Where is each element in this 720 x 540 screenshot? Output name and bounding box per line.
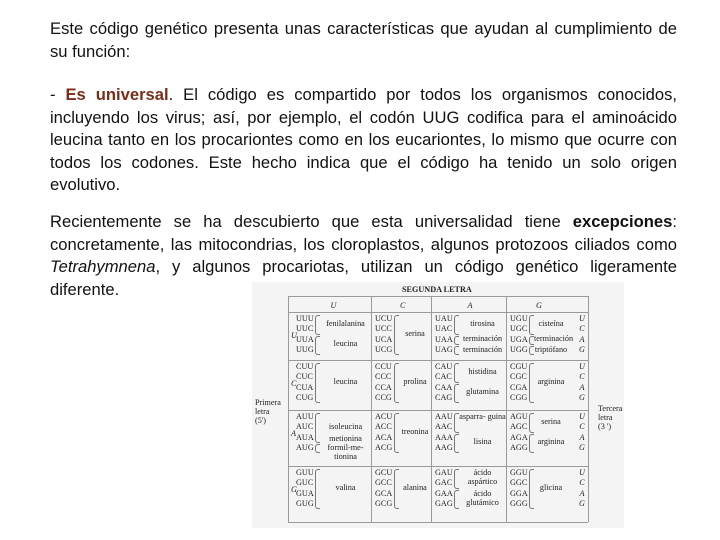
- codon: AGU: [510, 412, 528, 421]
- third-letter: U: [579, 314, 585, 323]
- amino-acid-label: leucina: [333, 377, 358, 387]
- codon: AUG: [296, 442, 314, 452]
- codon: UAG: [435, 344, 453, 354]
- amino-acid-label: lisina: [473, 437, 492, 447]
- amino-acid-label: serina: [541, 416, 561, 426]
- codon: CUU: [296, 362, 314, 371]
- codon: UUA: [296, 334, 314, 344]
- amino-acid-label: arginina: [537, 437, 565, 447]
- amino-acid-label: terminación: [462, 344, 503, 354]
- codon: ACG: [375, 442, 393, 452]
- codon: AUC: [296, 422, 314, 432]
- amino-acid-label: alanina: [403, 483, 427, 493]
- third-letter: A: [579, 382, 585, 392]
- third-letter: U: [579, 468, 585, 477]
- codon: UGG: [510, 344, 528, 354]
- universal-heading: Es universal: [65, 85, 169, 104]
- codon: UAU: [435, 314, 453, 323]
- codon: ACU: [375, 412, 393, 421]
- third-letter: G: [579, 344, 585, 354]
- codon: CGA: [510, 382, 528, 392]
- amino-acid-label: valina: [335, 483, 356, 493]
- codon: CAU: [435, 362, 453, 371]
- column-divider: [506, 296, 507, 522]
- codon: CGU: [510, 362, 528, 371]
- codon: CAA: [435, 382, 453, 392]
- codon: GCA: [375, 488, 393, 498]
- genetic-code-table: [252, 282, 624, 528]
- amino-acid-label: prolina: [403, 377, 427, 387]
- header-divider: [288, 296, 588, 297]
- codon: GUA: [296, 488, 314, 498]
- codon: ACC: [375, 422, 392, 432]
- third-letter: C: [579, 372, 585, 382]
- third-letter-label: (3 '): [598, 422, 612, 431]
- amino-acid-label: terminación: [462, 334, 503, 344]
- third-letter: U: [579, 362, 585, 371]
- second-letter-header: G: [536, 301, 542, 310]
- codon: GCC: [375, 478, 392, 488]
- column-divider: [431, 296, 432, 522]
- amino-acid-label: glicina: [539, 483, 563, 493]
- third-letter: A: [579, 334, 585, 344]
- third-letter: C: [579, 478, 585, 488]
- codon: GUC: [296, 478, 314, 488]
- row-divider: [288, 410, 588, 411]
- exceptions-text-after: , y algunos procariotas, utilizan un código genético ligeramente diferente.: [50, 257, 677, 299]
- codon: AUA: [296, 432, 314, 442]
- codon: UCG: [375, 344, 393, 354]
- column-divider: [371, 296, 372, 522]
- codon: UGC: [510, 324, 528, 334]
- exceptions-keyword: excepciones: [572, 212, 673, 231]
- third-letter: G: [579, 442, 585, 452]
- codon: UUG: [296, 344, 314, 354]
- codon: AAC: [435, 422, 453, 432]
- codon: UAC: [435, 324, 453, 334]
- row-divider: [288, 360, 588, 361]
- amino-acid-label: cisteína: [538, 318, 564, 328]
- amino-acid-label: arginina: [537, 377, 565, 387]
- codon: UUU: [296, 314, 314, 323]
- row-divider: [288, 466, 588, 467]
- codon: ACA: [375, 432, 393, 442]
- intro-paragraph: Este código genético presenta unas características que ayudan al cumplimiento de su función:: [50, 19, 677, 61]
- first-letter: U: [291, 331, 297, 340]
- codon: AGG: [510, 442, 528, 452]
- codon: CCC: [375, 372, 392, 382]
- codon: AGA: [510, 432, 528, 442]
- codon: AAU: [435, 412, 453, 421]
- codon: GGU: [510, 468, 528, 477]
- codon: CAG: [435, 392, 453, 402]
- amino-acid-label: tirosina: [470, 318, 495, 328]
- third-letter: A: [579, 488, 585, 498]
- third-letter: A: [579, 432, 585, 442]
- table-title: SEGUNDA LETRA: [402, 285, 472, 294]
- codon: CGC: [510, 372, 527, 382]
- codon: GAU: [435, 468, 453, 477]
- second-letter-header: U: [330, 301, 337, 310]
- first-letter-label: (5'): [255, 416, 267, 425]
- amino-acid-label: triptófano: [534, 344, 568, 354]
- codon: CAC: [435, 372, 452, 382]
- amino-acid-label: metionina formil-me- tionina: [327, 433, 364, 461]
- codon: GCU: [375, 468, 393, 477]
- codon: UCU: [375, 314, 393, 323]
- codon: CUG: [296, 392, 314, 402]
- organism-name: Tetrahymnena: [50, 257, 156, 276]
- codon: CCU: [375, 362, 392, 371]
- amino-acid-label: serina: [405, 329, 425, 339]
- table-left: [288, 296, 289, 522]
- codon: AUU: [296, 412, 314, 421]
- codon: GGG: [510, 498, 528, 508]
- third-letter: C: [579, 422, 585, 432]
- table-right: [588, 296, 589, 522]
- amino-acid-label: terminación: [534, 334, 574, 344]
- amino-acid-label: ácido aspártico: [467, 468, 498, 487]
- codon: UCA: [375, 334, 393, 344]
- codon: UCC: [375, 324, 392, 334]
- exceptions-text-before: Recientemente se ha descubierto que esta universalidad tiene: [50, 212, 573, 231]
- codon: GGA: [510, 488, 528, 498]
- universal-paragraph: [50, 84, 677, 197]
- third-letter-label: Tercera: [598, 404, 623, 413]
- codon: CUC: [296, 372, 313, 382]
- codon: GAC: [435, 478, 453, 488]
- third-letter: U: [579, 412, 585, 421]
- codon: GAA: [435, 488, 453, 498]
- codon: GUG: [296, 498, 314, 508]
- second-letter-header: C: [400, 301, 406, 310]
- third-letter: C: [579, 324, 585, 334]
- codon: GAG: [435, 498, 453, 508]
- third-letter: G: [579, 498, 585, 508]
- codon: CGG: [510, 392, 528, 402]
- codon: AAA: [435, 432, 453, 442]
- first-letter: A: [291, 429, 297, 438]
- table-bottom: [288, 522, 588, 523]
- codon: GGC: [510, 478, 528, 488]
- amino-acid-label: isoleucina: [328, 421, 363, 431]
- first-letter-label: letra: [255, 407, 270, 416]
- codon: UGU: [510, 314, 528, 323]
- codon: CUA: [296, 382, 314, 392]
- first-letter: G: [291, 485, 297, 494]
- codon: AAG: [435, 442, 453, 452]
- first-letter: C: [291, 379, 297, 388]
- third-letter-label: letra: [598, 413, 613, 422]
- amino-acid-label: asparra- guina: [459, 412, 506, 422]
- amino-acid-label: leucina: [333, 339, 358, 349]
- header-divider: [288, 312, 588, 313]
- codon: AGC: [510, 422, 528, 432]
- codon: GCG: [375, 498, 393, 508]
- bullet-dash: -: [50, 85, 66, 104]
- codon: GUU: [296, 468, 314, 477]
- amino-acid-label: treonina: [401, 427, 429, 437]
- codon: UUC: [296, 324, 314, 334]
- exceptions-text-middle: : concretamente, las mitocondrias, los cloroplastos, algunos protozoos ciliados como: [50, 212, 677, 254]
- second-letter-header: A: [467, 301, 473, 310]
- codon: CCG: [375, 392, 392, 402]
- universal-text: . El código es compartido por todos los organismos conocidos, incluyendo los virus; así, por ejemplo, el codón UUG codifica para el aminoácido leucina tanto en los procariontes como en los eucariontes, lo mismo que ocurre con todos los codones. Este hecho indica que el código ha tenido un solo origen evolutivo.: [50, 85, 677, 194]
- amino-acid-label: ácido glutámico: [466, 488, 499, 507]
- amino-acid-label: glutamina: [466, 387, 499, 397]
- codon: UAA: [435, 334, 453, 344]
- codon: CCA: [375, 382, 392, 392]
- amino-acid-label: fenilalanina: [326, 318, 365, 328]
- third-letter: G: [579, 392, 585, 402]
- amino-acid-label: histidina: [468, 366, 497, 376]
- first-letter-label: Primera: [255, 398, 281, 407]
- codon: UGA: [510, 334, 528, 344]
